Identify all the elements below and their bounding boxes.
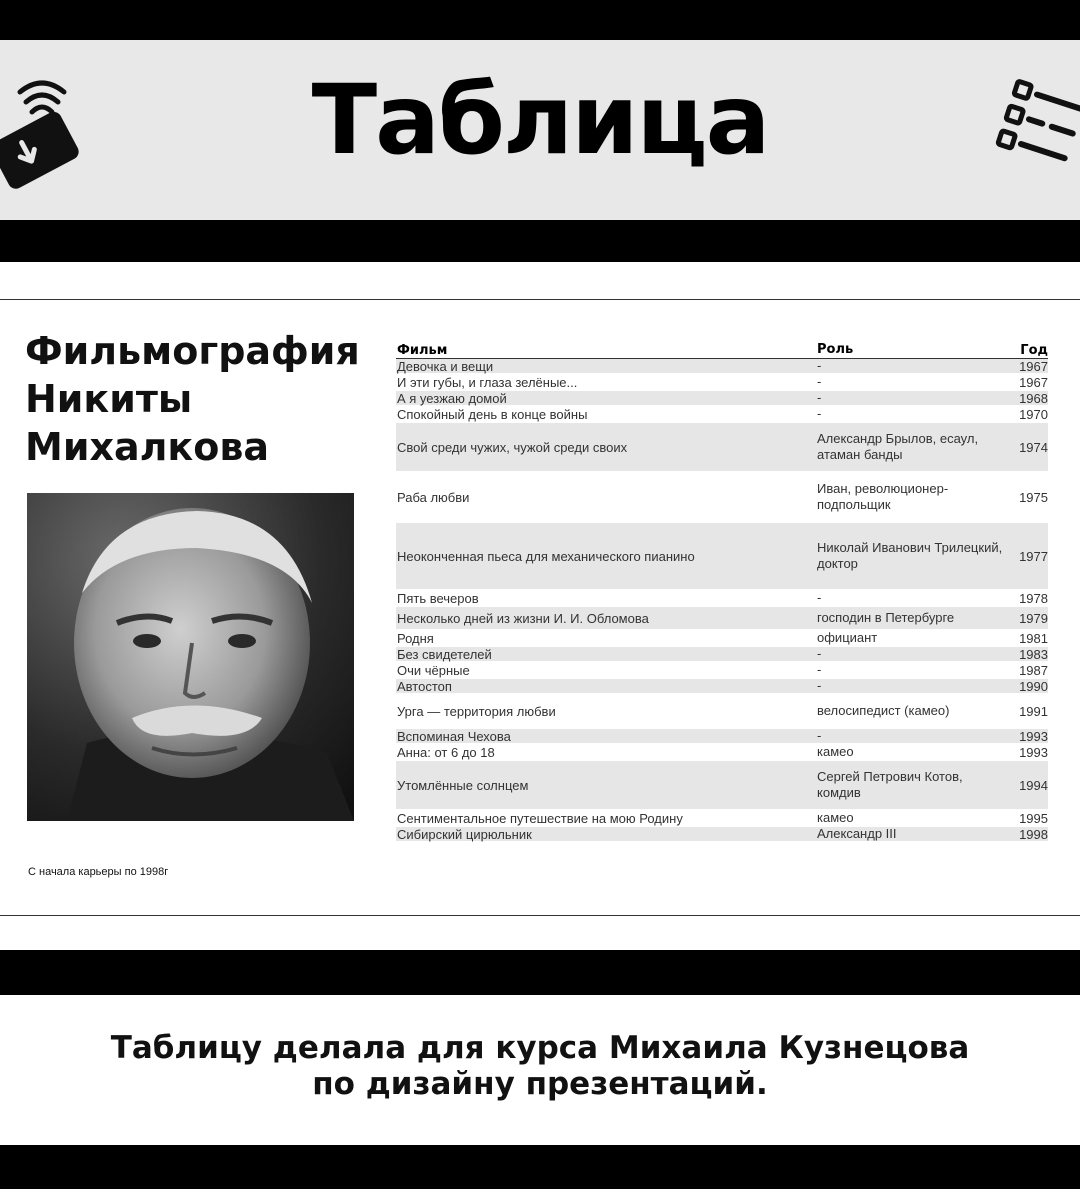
table-row — [396, 827, 1048, 843]
footer-line: Таблицу делала для курса Михаила Кузнецова — [110, 1030, 970, 1066]
table-row — [396, 591, 1048, 607]
cell-year: 1967 — [1019, 374, 1048, 390]
cell-film: Родня — [397, 630, 434, 646]
cell-year: 1981 — [1019, 630, 1048, 646]
cell-role: - — [817, 406, 822, 421]
cell-year: 1995 — [1019, 810, 1048, 826]
cell-film: Свой среди чужих, чужой среди своих — [397, 439, 628, 455]
table-row — [396, 811, 1048, 827]
table-row — [396, 647, 1048, 663]
cell-role: - — [817, 358, 822, 373]
cell-film: Раба любви — [397, 489, 470, 505]
cell-year: 1970 — [1019, 406, 1048, 422]
column-header-year: Год — [1020, 343, 1048, 358]
table-row — [396, 679, 1048, 695]
bottom-black-bar — [0, 1145, 1080, 1189]
slide-panel — [0, 299, 1080, 916]
cell-year: 1993 — [1019, 744, 1048, 760]
cell-film: Сентиментальное путешествие на мою Родину — [397, 810, 683, 826]
cell-role: - — [817, 590, 822, 605]
cell-role: камео — [817, 810, 854, 825]
table-row — [396, 375, 1048, 391]
table-row — [396, 423, 1048, 473]
filmography-table — [396, 342, 1048, 843]
cell-role: официант — [817, 630, 878, 645]
cell-role: Александр III — [817, 826, 897, 841]
cell-film: Неоконченная пьеса для механического пианино — [397, 548, 695, 564]
table-row — [396, 729, 1048, 745]
table-row — [396, 523, 1048, 591]
cell-film: Девочка и вещи — [397, 358, 494, 374]
cell-year: 1967 — [1019, 358, 1048, 374]
cell-year: 1990 — [1019, 678, 1048, 694]
cell-role: Сергей Петрович Котов, комдив — [817, 769, 963, 800]
slide-caption: С начала карьеры по 1998г — [28, 866, 169, 878]
table-row — [396, 761, 1048, 811]
cell-role: Иван, революционер-подпольщик — [817, 481, 949, 512]
cell-year: 1978 — [1019, 590, 1048, 606]
cell-film: Очи чёрные — [397, 662, 470, 678]
cell-year: 1994 — [1019, 777, 1048, 793]
cell-role: велосипедист (камео) — [817, 703, 950, 718]
cell-film: Несколько дней из жизни И. И. Обломова — [397, 610, 649, 626]
cell-film: Пять вечеров — [397, 590, 479, 606]
table-header-row — [396, 342, 1048, 359]
table-row — [396, 745, 1048, 761]
table-row — [396, 663, 1048, 679]
table-row — [396, 359, 1048, 375]
cell-film: Утомлённые солнцем — [397, 777, 529, 793]
slide-title-line: Фильмография — [25, 329, 360, 373]
cell-film: Спокойный день в конце войны — [397, 406, 588, 422]
cell-film: Автостоп — [397, 678, 452, 694]
cell-film: И эти губы, и глаза зелёные... — [397, 374, 578, 390]
page-title: Таблица — [311, 64, 769, 176]
footer-note — [0, 1030, 1080, 1102]
cell-year: 1975 — [1019, 489, 1048, 505]
column-header-film: Фильм — [397, 343, 448, 358]
cell-role: Александр Брылов, есаул, атаман банды — [817, 431, 979, 462]
cell-role: - — [817, 678, 822, 693]
cell-year: 1968 — [1019, 390, 1048, 406]
table-row — [396, 631, 1048, 647]
cell-film: Анна: от 6 до 18 — [397, 744, 495, 760]
divider-black-bar — [0, 950, 1080, 995]
cell-role: - — [817, 662, 822, 677]
cell-film: Сибирский цирюльник — [397, 826, 532, 842]
cell-year: 1977 — [1019, 548, 1048, 564]
cell-role: Николай Иванович Трилецкий, доктор — [817, 540, 1003, 571]
column-header-role: Роль — [817, 342, 854, 357]
cell-role: - — [817, 728, 822, 743]
slide-title-line: Михалкова — [25, 425, 270, 469]
cell-role: - — [817, 374, 822, 389]
portrait-photo — [27, 493, 354, 821]
table-row — [396, 391, 1048, 407]
cell-year: 1991 — [1019, 703, 1048, 719]
table-row — [396, 607, 1048, 631]
cell-film: Вспоминая Чехова — [397, 728, 511, 744]
table-row — [396, 473, 1048, 523]
divider-black-bar — [0, 220, 1080, 262]
cell-year: 1998 — [1019, 826, 1048, 842]
table-row — [396, 407, 1048, 423]
cell-year: 1993 — [1019, 728, 1048, 744]
cell-role: - — [817, 390, 822, 405]
cell-year: 1974 — [1019, 439, 1048, 455]
table-row — [396, 695, 1048, 729]
slide-title-line: Никиты — [25, 377, 193, 421]
cell-year: 1983 — [1019, 646, 1048, 662]
slide-title — [25, 327, 375, 471]
cell-year: 1987 — [1019, 662, 1048, 678]
cell-year: 1979 — [1019, 610, 1048, 626]
cell-role: - — [817, 646, 822, 661]
cell-film: Без свидетелей — [397, 646, 492, 662]
cell-film: А я уезжаю домой — [397, 390, 507, 406]
cell-film: Урга — территория любви — [397, 703, 556, 719]
table-body — [396, 359, 1048, 843]
top-black-bar — [0, 0, 1080, 40]
cell-role: господин в Петербурге — [817, 610, 955, 625]
footer-line: по дизайну презентаций. — [312, 1066, 768, 1102]
cell-role: камео — [817, 744, 854, 759]
